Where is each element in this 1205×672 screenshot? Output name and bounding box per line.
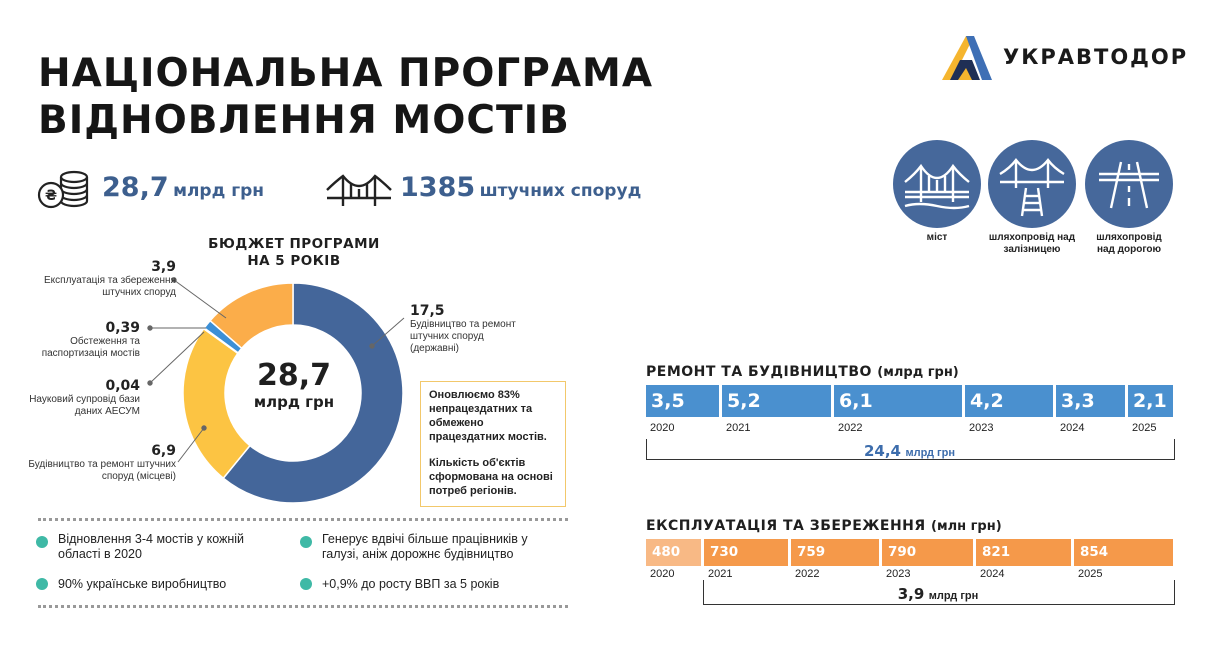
repair-bars-year-2021: 2021 xyxy=(726,422,751,434)
repair-bars-bar-2021: 5,2 xyxy=(722,385,831,417)
maintenance-total-value: 3,9 xyxy=(897,585,925,603)
donut-label-value: 0,04 xyxy=(105,378,140,394)
donut-label-value: 17,5 xyxy=(410,303,445,319)
divider-top xyxy=(38,518,568,521)
maint-bars-year-2024: 2024 xyxy=(980,568,1005,580)
maintenance-total-unit: млрд грн xyxy=(928,590,979,602)
stat-structures-unit: штучних споруд xyxy=(479,181,642,201)
donut-label-text: Експлуатація та збереження штучних споруд xyxy=(44,275,176,298)
maintenance-title-unit: (млн грн) xyxy=(931,519,1002,534)
donut-label-0-04 xyxy=(20,378,140,418)
maint-bars-year-2022: 2022 xyxy=(795,568,820,580)
maint-bars-bar-2025: 854 xyxy=(1074,539,1173,566)
donut-label-text: Будівництво та ремонт штучних споруд (державні) xyxy=(410,319,516,354)
maint-bars-bar-2023: 790 xyxy=(882,539,973,566)
donut-center-value: 28,7 xyxy=(256,358,332,393)
repair-bars-bar-2022: 6,1 xyxy=(834,385,962,417)
stat-structures-value: 1385 xyxy=(400,172,476,203)
title-line-2: ВІДНОВЛЕННЯ МОСТІВ xyxy=(38,98,570,143)
maint-bars-bar-2021: 730 xyxy=(704,539,788,566)
repair-total xyxy=(646,442,1173,461)
donut-center xyxy=(184,359,404,411)
donut-label-value: 6,9 xyxy=(151,443,176,459)
repair-title-text: РЕМОНТ ТА БУДІВНИЦТВО xyxy=(646,364,872,380)
bullet-item-2: Генерує вдвічі більше працівників у галузі, аніж дорожнє будівництво xyxy=(322,532,528,561)
structure-label-bridge: міст xyxy=(926,232,948,243)
leader-dot-6-9 xyxy=(202,426,206,430)
repair-bars-bar-2023: 4,2 xyxy=(965,385,1053,417)
bullet-dot xyxy=(36,578,48,590)
bullet-dot xyxy=(300,536,312,548)
budget-note-paragraph-2: Кількість об'єктів сформована на основі потреб регіонів. xyxy=(429,457,553,497)
stat-budget-value: 28,7 xyxy=(102,172,169,203)
budget-note-paragraph-1: Оновлюємо 83% непрацездатних та обмежено працездатних мостів. xyxy=(429,389,547,443)
donut-label-6-9 xyxy=(20,443,176,483)
maintenance-total xyxy=(703,585,1173,604)
leader-dot-17-5 xyxy=(370,344,374,348)
bullet-item-3: 90% українське виробництво xyxy=(58,577,227,591)
stat-budget-unit: млрд грн xyxy=(173,181,265,201)
donut-center-unit: млрд грн xyxy=(253,393,335,411)
leader-dot-0-39 xyxy=(148,326,152,330)
repair-total-value: 24,4 xyxy=(863,442,901,460)
budget-title-line-2: НА 5 РОКІВ xyxy=(247,253,341,269)
repair-bars-year-2023: 2023 xyxy=(969,422,994,434)
logo-name: УКРАВТОДОР xyxy=(1003,45,1189,69)
repair-bars-year-2020: 2020 xyxy=(650,422,675,434)
leader-line-3-9 xyxy=(174,280,226,318)
maintenance-title xyxy=(646,518,1002,534)
leader-dot-0-04 xyxy=(148,381,152,385)
budget-note xyxy=(420,381,566,507)
donut-label-value: 0,39 xyxy=(105,320,140,336)
svg-text:₴: ₴ xyxy=(44,188,58,204)
repair-bars-bar-2024: 3,3 xyxy=(1056,385,1125,417)
maint-bars-year-2023: 2023 xyxy=(886,568,911,580)
repair-bar-chart xyxy=(646,385,1173,445)
maint-bars-year-2025: 2025 xyxy=(1078,568,1103,580)
maint-bars-bar-2022: 759 xyxy=(791,539,879,566)
maint-bars-year-2021: 2021 xyxy=(708,568,733,580)
maint-bars-bar-2020: 480 xyxy=(646,539,701,566)
repair-title xyxy=(646,364,959,380)
divider-bottom xyxy=(38,605,568,608)
bullet-item-4: +0,9% до росту ВВП за 5 років xyxy=(322,577,500,591)
bullet-dot xyxy=(300,578,312,590)
maint-bars-bar-2024: 821 xyxy=(976,539,1071,566)
donut-label-17-5 xyxy=(410,303,530,355)
budget-title-line-1: БЮДЖЕТ ПРОГРАМИ xyxy=(208,236,380,252)
repair-bars-year-2024: 2024 xyxy=(1060,422,1085,434)
repair-bars-year-2022: 2022 xyxy=(838,422,863,434)
structure-label-railway: шляхопровід над залізницею xyxy=(988,232,1076,255)
repair-title-unit: (млрд грн) xyxy=(877,365,959,380)
donut-label-0-39 xyxy=(20,320,140,360)
maintenance-title-text: ЕКСПЛУАТАЦІЯ ТА ЗБЕРЕЖЕННЯ xyxy=(646,518,926,534)
repair-bars-year-2025: 2025 xyxy=(1132,422,1157,434)
donut-label-text: Науковий супровід бази даних АЕСУМ xyxy=(29,394,140,417)
structure-label-road: шляхопровід над дорогою xyxy=(1096,232,1162,255)
repair-bars-bar-2020: 3,5 xyxy=(646,385,719,417)
repair-total-unit: млрд грн xyxy=(905,447,956,459)
donut-label-value: 3,9 xyxy=(151,259,176,275)
repair-bars-bar-2025: 2,1 xyxy=(1128,385,1173,417)
maint-bars-year-2020: 2020 xyxy=(650,568,675,580)
donut-label-3-9 xyxy=(20,259,176,299)
title-line-1: НАЦІОНАЛЬНА ПРОГРАМА xyxy=(38,51,653,96)
bullet-dot xyxy=(36,536,48,548)
donut-label-text: Будівництво та ремонт штучних споруд (місцеві) xyxy=(28,459,176,482)
donut-label-text: Обстеження та паспортизація мостів xyxy=(41,336,140,359)
bullet-item-1: Відновлення 3-4 мостів у кожній області в 2020 xyxy=(58,532,245,561)
